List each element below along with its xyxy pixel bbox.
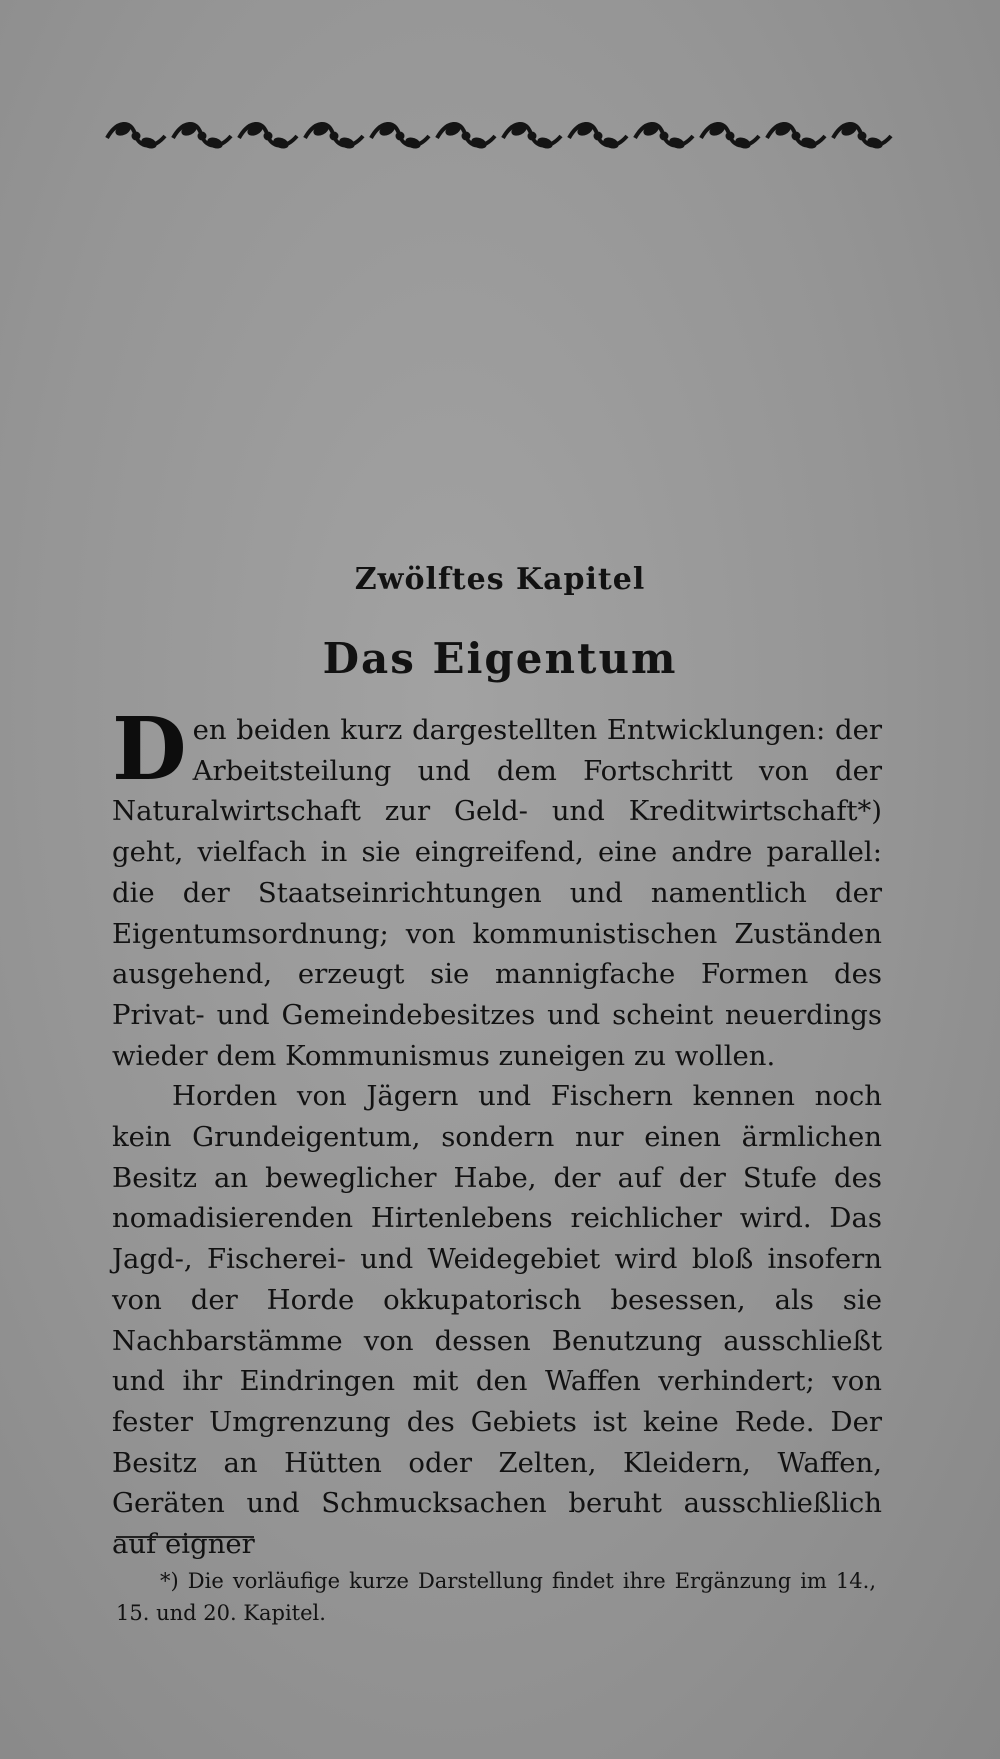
footnote-divider (116, 1536, 254, 1538)
vine-bud (595, 133, 602, 140)
vine-leaf (537, 137, 553, 149)
vine-ornament-svg (103, 118, 895, 154)
vine-bud (331, 133, 338, 140)
footnote-text: *) Die vorläufige kurze Darstellung findet ihre Ergänzung im 14., 15. und 20. Kapitel. (116, 1569, 876, 1625)
drop-cap: D (112, 699, 187, 800)
vine-bud (397, 133, 404, 140)
vine-leaf (339, 137, 355, 149)
vine-leaf (471, 137, 487, 149)
vine-leaf (603, 137, 619, 149)
vine-bud (199, 133, 206, 140)
footnote (116, 1565, 876, 1629)
vine-bud (133, 133, 140, 140)
vine-leaf (405, 137, 421, 149)
vine-leaf (207, 137, 223, 149)
vine-leaf (141, 137, 157, 149)
chapter-body (112, 699, 882, 1565)
vine-bud (265, 133, 272, 140)
paragraph-2: Horden von Jägern und Fischern kennen noch kein Grundeigentum, sondern nur einen ärmlichen Besitz an beweglicher Habe, der auf der Stufe des nomadisierenden Hirtenlebens reichlicher wird. Das Jagd-, Fischerei- und Weidegebiet wird bloß insofern von der Horde okkupatorisch besessen, als sie Nachbarstämme von dessen Benutzung ausschließt und ihr Eindringen mit den Waffen verhindert; von fester Umgrenzung des Gebiets ist keine Rede. Der Besitz an Hütten oder Zelten, Kleidern, Waffen, Geräten und Schmucksachen beruht ausschließlich auf eigner (112, 1080, 882, 1561)
vine-bud (859, 133, 866, 140)
vine-leaf (867, 137, 883, 149)
vine-bud (661, 133, 668, 140)
chapter-number: Zwölftes Kapitel (354, 562, 646, 597)
vine-bud (529, 133, 536, 140)
vine-leaf (273, 137, 289, 149)
vine-bud (463, 133, 470, 140)
paragraph-1-text: en beiden kurz dargestellten Entwicklungen: der Arbeitsteilung und dem Fortschritt von der Naturalwirtschaft zur Geld- und Kreditwirtschaft*) geht, vielfach in sie eingreifend, eine andre parallel: die der Staatseinrichtungen und namentlich der Eigentumsordnung; von kommunistischen Zuständen ausgehend, erzeugt sie mannigfache Formen des Privat- und Gemeindebesitzes und scheint neuerdings wieder dem Kommunismus zuneigen zu wollen. (112, 714, 882, 1072)
vine-bud (793, 133, 800, 140)
vine-leaf (669, 137, 685, 149)
vine-bud (727, 133, 734, 140)
vine-leaf (735, 137, 751, 149)
chapter-title: Das Eigentum (322, 634, 678, 683)
ornamental-border-icon (103, 118, 895, 154)
paragraph-1 (112, 699, 882, 1076)
vine-leaf (801, 137, 817, 149)
